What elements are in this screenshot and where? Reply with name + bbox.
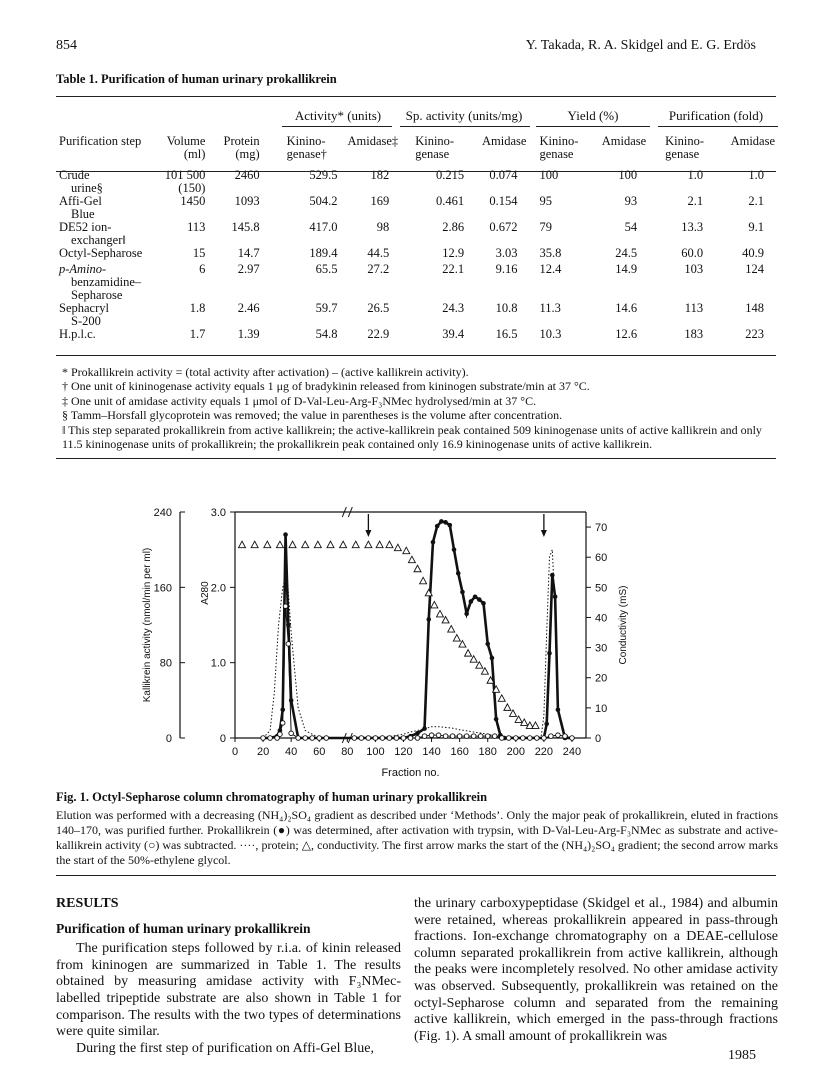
row-step-cont: benzamidine–	[71, 275, 142, 289]
group-rule-activity	[282, 126, 392, 127]
row-pur-kininogenase: 2.1	[687, 194, 704, 208]
col-header-protein: Protein (mg)	[223, 134, 260, 161]
row-pur-kininogenase: 183	[684, 327, 704, 341]
prokallikrein-point	[443, 520, 448, 525]
row-activity-kininogenase: 504.2	[309, 194, 338, 208]
row-pur-amidase: 223	[745, 327, 764, 341]
conductivity-point	[459, 641, 466, 648]
page-number-bottom: 1985	[728, 1048, 756, 1063]
footnote: § Tamm–Horsfall glycoprotein was removed; the value in parentheses is the volume after concentration.	[62, 408, 563, 423]
prokallikrein-point	[550, 573, 555, 578]
active-kallikrein-point	[268, 736, 273, 741]
table-row	[56, 302, 778, 328]
row-volume: 6	[199, 262, 206, 276]
active-kallikrein-point	[283, 604, 288, 609]
active-kallikrein-point	[528, 736, 533, 741]
active-kallikrein-point	[366, 736, 371, 741]
row-activity-amidase: 169	[370, 194, 390, 208]
group-purification: Purification (fold)	[668, 108, 764, 123]
row-sp-amidase: 9.16	[495, 262, 518, 276]
prokallikrein-point	[415, 731, 420, 736]
row-step: DE52 ion-	[59, 220, 112, 234]
conductivity-point	[453, 635, 460, 642]
conductivity-point	[365, 541, 372, 548]
conductivity-tick-label: 30	[595, 642, 608, 655]
row-sp-amidase: 3.03	[495, 246, 518, 260]
prokallikrein-line	[263, 521, 572, 738]
prokallikrein-point	[547, 651, 552, 656]
caption-rule	[56, 875, 776, 876]
table-row	[56, 247, 778, 263]
prokallikrein-point	[464, 611, 469, 616]
row-activity-kininogenase: 59.7	[315, 301, 338, 315]
row-sp-kininogenase: 0.461	[435, 194, 465, 208]
conductivity-point	[470, 656, 477, 663]
active-kallikrein-point	[352, 736, 357, 741]
conductivity-point	[408, 556, 415, 563]
row-pur-amidase: 1.0	[748, 168, 764, 182]
conductivity-point	[532, 722, 539, 729]
active-kallikrein-point	[359, 736, 364, 741]
col-header-pur-amidase: Amidase	[730, 134, 775, 148]
active-kallikrein-point	[303, 736, 308, 741]
col-header-sp-kininogenase: Kinino- genase	[415, 134, 455, 161]
row-activity-amidase: 22.9	[367, 327, 390, 341]
kallikrein-tick-label: 0	[165, 733, 172, 745]
row-yield-amidase: 93	[624, 194, 638, 208]
row-activity-kininogenase: 189.4	[309, 246, 338, 260]
x-tick-label: 160	[450, 746, 469, 758]
active-kallikrein-point	[387, 736, 392, 741]
conductivity-point	[386, 541, 393, 548]
row-step: Sephacryl	[59, 301, 109, 315]
row-protein: 145.8	[231, 220, 260, 234]
row-step: H.p.l.c.	[59, 327, 96, 341]
prokallikrein-point	[456, 571, 461, 576]
table-row	[56, 328, 778, 344]
col-header-activity-kininogenase: Kinino- genase†	[286, 134, 327, 161]
row-activity-amidase: 44.5	[367, 246, 390, 260]
row-volume: 101 500	[164, 168, 206, 182]
table-header-row	[56, 133, 778, 169]
row-sp-kininogenase: 2.86	[442, 220, 465, 234]
table-row	[56, 169, 778, 195]
conductivity-point	[251, 541, 258, 548]
conductivity-point	[436, 610, 443, 617]
row-pur-amidase: 40.9	[742, 246, 764, 260]
row-activity-kininogenase: 54.8	[315, 327, 338, 341]
conductivity-point	[498, 695, 505, 702]
conductivity-tick-label: 50	[595, 582, 608, 595]
table-top-rule	[56, 96, 776, 97]
col-header-volume: Volume (ml)	[166, 134, 206, 161]
active-kallikrein-point	[443, 734, 448, 739]
conductivity-point	[481, 668, 488, 675]
row-activity-kininogenase: 417.0	[309, 220, 338, 234]
active-kallikrein-point	[280, 721, 285, 726]
active-kallikrein-point	[317, 736, 322, 741]
active-kallikrein-point	[415, 736, 420, 741]
row-pur-amidase: 124	[745, 262, 764, 276]
active-kallikrein-point	[514, 736, 519, 741]
conductivity-point	[302, 541, 309, 548]
chromatography-chart	[120, 498, 629, 780]
x-tick-label: 0	[231, 746, 239, 758]
row-sp-amidase: 0.074	[489, 168, 518, 182]
table-header-rule	[56, 171, 776, 172]
purification-table	[56, 133, 778, 344]
conductivity-point	[352, 541, 359, 548]
row-activity-amidase: 98	[376, 220, 390, 234]
active-kallikrein-point	[464, 734, 469, 739]
row-volume: 1450	[180, 194, 206, 208]
x-tick-label: 140	[422, 746, 441, 758]
active-kallikrein-point	[373, 736, 378, 741]
prokallikrein-point	[490, 656, 495, 661]
footnote: ‖ This step separated prokallikrein from active kallikrein; the active-kallikrein peak contained 509 kininogenase units of active kallikrein and only 11.5 kininogenase units of prokallikrein; the prokallikrein peak contained only 16.9 kininogenase units of active kallikrein.	[62, 422, 762, 452]
row-pur-amidase: 2.1	[748, 194, 764, 208]
active-kallikrein-point	[422, 734, 427, 739]
group-activity: Activity* (units)	[294, 108, 382, 123]
x-tick-label: 120	[394, 746, 413, 758]
active-kallikrein-point	[535, 736, 540, 741]
group-rule-yield	[536, 126, 650, 127]
x-tick-label: 20	[256, 746, 270, 758]
active-kallikrein-point	[570, 736, 575, 741]
figure-caption: Elution was performed with a decreasing (NH₄)₂SO₄ gradient as described under ‘Methods’. Only the major peak of prokallikrein, eluted in fractions 140–170, was purified further. Prokallikrein (●) was determined, after activation with trypsin, with D-Val-Leu-Arg-F₃NMec as substrate and active-kallikrein activity (○) was subtracted. ····, protein; △, conductivity. The first arrow marks the start of the (NH₄)₂SO₄ gradient; the second arrow marks the start of the 50%-ethylene glycol.	[56, 808, 778, 867]
x-tick-label: 40	[285, 746, 298, 758]
table-footnotes	[62, 365, 778, 451]
a280-tick-label: 0	[219, 733, 226, 745]
conductivity-tick-label: 60	[595, 552, 608, 565]
prokallikrein-point	[544, 722, 549, 727]
active-kallikrein-point	[296, 736, 301, 741]
page-number-top: 854	[56, 38, 77, 53]
prokallikrein-point	[553, 594, 558, 599]
kallikrein-tick-label: 80	[159, 657, 172, 670]
conductivity-point	[239, 541, 246, 548]
row-sp-kininogenase: 0.215	[435, 168, 465, 182]
active-kallikrein-point	[521, 736, 526, 741]
active-kallikrein-point	[429, 733, 434, 738]
active-kallikrein-line	[263, 606, 572, 738]
row-step-cont2: Sepharose	[71, 288, 123, 302]
row-yield-amidase: 100	[618, 168, 638, 182]
prokallikrein-point	[485, 642, 490, 647]
col-header-step: Purification step	[59, 134, 142, 148]
active-kallikrein-point	[261, 736, 266, 741]
results-left-column	[56, 896, 401, 1057]
active-kallikrein-point	[492, 734, 497, 739]
active-kallikrein-point	[542, 736, 547, 741]
conductivity-point	[289, 541, 296, 548]
active-kallikrein-point	[556, 733, 561, 738]
row-sp-amidase: 16.5	[495, 327, 518, 341]
row-sp-amidase: 10.8	[495, 301, 518, 315]
conductivity-tick-label: 0	[595, 733, 602, 745]
row-step-cont: S-200	[71, 314, 101, 328]
row-step: Crude	[59, 168, 90, 182]
col-header-pur-kininogenase: Kinino- genase	[665, 134, 705, 161]
x-tick-label: 100	[366, 746, 385, 758]
active-kallikrein-point	[450, 734, 455, 739]
a280-axis-label: A280	[200, 581, 211, 605]
row-pur-kininogenase: 103	[684, 262, 704, 276]
prokallikrein-point	[283, 532, 288, 537]
conductivity-point	[420, 577, 427, 584]
conductivity-point	[465, 650, 472, 657]
row-protein: 2.97	[237, 262, 260, 276]
conductivity-point	[431, 601, 438, 608]
row-step-cont: urine§	[71, 181, 103, 195]
active-kallikrein-point	[408, 736, 413, 741]
conductivity-point	[504, 704, 511, 711]
row-pur-amidase: 9.1	[748, 220, 764, 234]
conductivity-tick-label: 40	[595, 612, 608, 625]
col-header-sp-amidase: Amidase	[482, 134, 527, 148]
row-yield-kininogenase: 10.3	[539, 327, 562, 341]
kallikrein-tick-label: 160	[153, 582, 172, 595]
conductivity-point	[376, 541, 383, 548]
table-row	[56, 195, 778, 221]
row-yield-amidase: 14.6	[615, 301, 638, 315]
table-row	[56, 221, 778, 247]
running-header-authors: Y. Takada, R. A. Skidgel and E. G. Erdös	[525, 38, 756, 53]
kallikrein-axis-label: Kallikrein activity (nmol/min per ml)	[142, 547, 153, 703]
conductivity-point	[515, 716, 522, 723]
active-kallikrein-point	[563, 734, 568, 739]
row-protein: 2460	[234, 168, 260, 182]
row-activity-amidase: 27.2	[367, 262, 390, 276]
row-yield-amidase: 12.6	[615, 327, 638, 341]
prokallikrein-point	[448, 523, 453, 528]
row-sp-kininogenase: 39.4	[442, 327, 465, 341]
section-heading: RESULTS	[56, 896, 119, 911]
results-paragraph-2: During the first step of purification on Affi-Gel Blue,	[76, 1040, 374, 1056]
group-rule-purification	[658, 126, 778, 127]
active-kallikrein-point	[380, 736, 385, 741]
active-kallikrein-point	[289, 731, 294, 736]
x-tick-label: 240	[562, 746, 582, 758]
active-kallikrein-point	[401, 736, 406, 741]
table-row	[56, 263, 778, 302]
x-tick-label: 80	[341, 746, 354, 758]
active-kallikrein-point	[471, 734, 476, 739]
prokallikrein-point	[452, 547, 457, 552]
row-yield-kininogenase: 11.3	[539, 301, 561, 315]
conductivity-point	[327, 541, 334, 548]
col-header-yield-kininogenase: Kinino- genase	[539, 134, 579, 161]
col-header-activity-amidase: Amidase‡	[347, 134, 399, 148]
row-protein: 2.46	[237, 301, 260, 315]
x-tick-label: 60	[313, 746, 326, 758]
a280-tick-label: 2.0	[210, 582, 226, 595]
footnote: † One unit of kininogenase activity equals 1 μg of bradykinin released from kininogen substrate/min at 37 °C.	[62, 379, 590, 394]
prokallikrein-point	[431, 540, 436, 545]
conductivity-point	[340, 541, 347, 548]
conductivity-point	[509, 710, 516, 717]
active-kallikrein-point	[457, 734, 462, 739]
row-volume: 15	[192, 246, 206, 260]
table-title: Table 1. Purification of human urinary prokallikrein	[56, 72, 337, 86]
footnote: ‡ One unit of amidase activity equals 1 μmol of D-Val-Leu-Arg-F₃NMec hydrolysed/min at 37 °C.	[62, 393, 537, 408]
active-kallikrein-point	[485, 734, 490, 739]
gradient-arrowhead	[541, 530, 547, 537]
prokallikrein-point	[477, 597, 482, 602]
row-step: Octyl-Sepharose	[59, 246, 143, 260]
row-volume: 1.7	[189, 327, 206, 341]
row-protein: 14.7	[237, 246, 260, 260]
row-pur-kininogenase: 60.0	[681, 246, 704, 260]
row-yield-amidase: 24.5	[615, 246, 638, 260]
conductivity-point	[394, 544, 401, 551]
prokallikrein-point	[469, 599, 474, 604]
prokallikrein-point	[494, 717, 499, 722]
x-tick-label: 200	[506, 746, 525, 758]
conductivity-tick-label: 10	[595, 702, 608, 715]
prokallikrein-point	[422, 726, 427, 731]
prokallikrein-point	[439, 519, 444, 524]
protein-line	[263, 550, 572, 738]
x-tick-label: 180	[478, 746, 497, 758]
row-activity-amidase: 182	[370, 168, 390, 182]
active-kallikrein-point	[324, 736, 329, 741]
row-step-cont: exchanger‖	[71, 233, 126, 247]
row-activity-amidase: 26.5	[367, 301, 390, 315]
row-step: p-Amino-	[59, 262, 107, 276]
conductivity-point	[442, 616, 449, 623]
row-pur-kininogenase: 13.3	[681, 220, 704, 234]
gradient-arrowhead	[365, 530, 371, 537]
prokallikrein-point	[556, 707, 561, 712]
prokallikrein-point	[473, 594, 478, 599]
conductivity-point	[448, 626, 455, 633]
group-rule-sp	[400, 126, 530, 127]
row-sp-amidase: 0.672	[489, 220, 518, 234]
row-protein: 1.39	[237, 327, 260, 341]
row-yield-kininogenase: 35.8	[539, 246, 562, 260]
prokallikrein-point	[280, 707, 285, 712]
results-paragraph-continued: the urinary carboxypeptidase (Skidgel et al., 1984) and albumin were retained, whereas prokallikrein appeared in pass-through fractions. Ion-exchange chromatography on a DEAE-cellulose column separated prokallikrein from active kallikrein, although the peaks were incompletely resolved. No other amidase activity was observed. Subsequently, prokallikrein was retained on the octyl-Sepharose column and separated from the remaining active kallikrein, which emerged in the pass-through fractions (Fig. 1). A small amount of prokallikrein was	[414, 896, 778, 1044]
prokallikrein-point	[286, 623, 291, 628]
active-kallikrein-point	[278, 732, 283, 737]
active-kallikrein-point	[499, 736, 504, 741]
conductivity-point	[414, 565, 421, 572]
row-pur-kininogenase: 113	[684, 301, 704, 315]
row-yield-amidase: 54	[624, 220, 638, 234]
active-kallikrein-point	[549, 734, 554, 739]
prokallikrein-point	[289, 698, 294, 703]
group-sp-activity: Sp. activity (units/mg)	[405, 108, 523, 123]
subsection-heading: Purification of human urinary prokallikrein	[56, 920, 311, 936]
kallikrein-tick-label: 240	[153, 507, 172, 519]
conductivity-point	[264, 541, 271, 548]
a280-tick-label: 1.0	[210, 657, 226, 670]
row-yield-kininogenase: 79	[539, 220, 552, 234]
prokallikrein-point	[481, 601, 486, 606]
footnotes-rule	[56, 458, 776, 459]
a280-tick-label: 3.0	[210, 507, 226, 519]
row-sp-kininogenase: 22.1	[442, 262, 465, 276]
active-kallikrein-point	[506, 736, 511, 741]
conductivity-point	[403, 547, 410, 554]
row-yield-kininogenase: 12.4	[539, 262, 562, 276]
conductivity-point	[276, 541, 283, 548]
active-kallikrein-point	[286, 642, 291, 647]
row-yield-kininogenase: 95	[539, 194, 552, 208]
row-volume-cont: (150)	[178, 181, 206, 195]
row-protein: 1093	[234, 194, 260, 208]
row-volume: 113	[187, 220, 206, 234]
row-step-cont: Blue	[71, 207, 95, 221]
x-axis-label: Fraction no.	[381, 767, 440, 779]
conductivity-point	[476, 662, 483, 669]
conductivity-tick-label: 20	[595, 672, 608, 685]
row-activity-kininogenase: 65.5	[315, 262, 338, 276]
prokallikrein-point	[426, 617, 431, 622]
col-header-yield-amidase: Amidase	[601, 134, 647, 148]
conductivity-axis-label: Conductivity (mS)	[618, 585, 629, 665]
row-volume: 1.8	[189, 301, 206, 315]
group-yield: Yield (%)	[567, 108, 619, 123]
row-pur-amidase: 148	[745, 301, 764, 315]
active-kallikrein-point	[310, 736, 315, 741]
results-paragraph-1: The purification steps followed by r.i.a. of kinin released from kininogen are summarized in Table 1. The results obtained by measuring amidase activity with F₃NMec-labelled tripeptide substrate are also shown in Table 1 for comparison. The results with the two types of determinations were quite similar.	[56, 941, 401, 1040]
results-right-column	[414, 896, 778, 1045]
active-kallikrein-point	[394, 736, 399, 741]
prokallikrein-point	[460, 590, 465, 595]
row-sp-amidase: 0.154	[489, 194, 518, 208]
figure-title: Fig. 1. Octyl-Sepharose column chromatography of human urinary prokallikrein	[56, 790, 488, 804]
active-kallikrein-point	[478, 734, 483, 739]
conductivity-tick-label: 70	[595, 522, 608, 535]
row-sp-kininogenase: 12.9	[442, 246, 465, 260]
row-sp-kininogenase: 24.3	[442, 301, 465, 315]
row-pur-kininogenase: 1.0	[687, 168, 704, 182]
row-step: Affi-Gel	[59, 194, 102, 208]
row-yield-amidase: 14.9	[615, 262, 638, 276]
footnote: * Prokallikrein activity = (total activity after activation) – (active kallikrein activity).	[62, 365, 469, 379]
row-activity-kininogenase: 529.5	[309, 168, 338, 182]
conductivity-point	[314, 541, 321, 548]
table-bottom-rule	[56, 355, 776, 356]
prokallikrein-point	[435, 524, 440, 529]
x-tick-label: 220	[534, 746, 554, 758]
active-kallikrein-point	[436, 733, 441, 738]
row-yield-kininogenase: 100	[539, 168, 559, 182]
